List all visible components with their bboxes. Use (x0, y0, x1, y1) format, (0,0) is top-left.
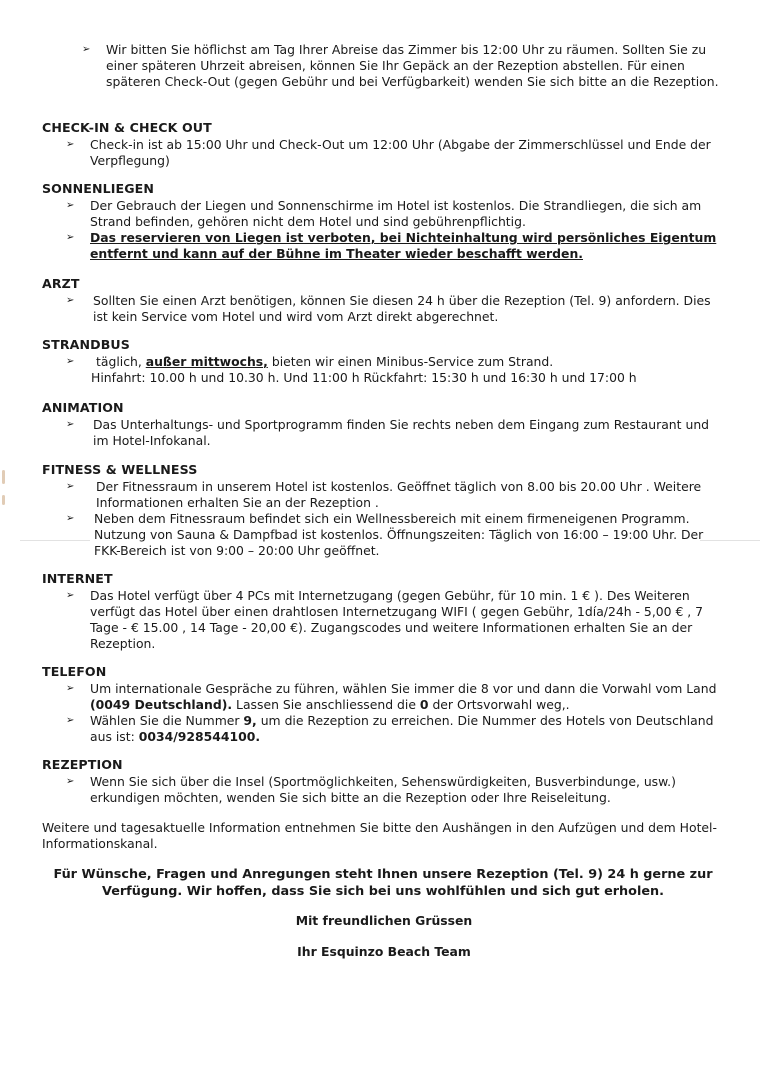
section-heading: STRANDBUS (42, 337, 130, 352)
arrow-bullet-icon: ➢ (66, 590, 75, 601)
section-rezeption (42, 757, 726, 806)
arrow-bullet-icon: ➢ (66, 776, 75, 787)
arrow-bullet-icon: ➢ (66, 356, 75, 367)
list-item (42, 774, 726, 806)
section-arzt (42, 276, 726, 325)
signature: Ihr Esquinzo Beach Team (297, 944, 471, 959)
list-item-text: Neben dem Fitnessraum befindet sich ein Wellnessbereich mit einem firmeneigenen Programm. Nutzung von Sauna & Dampfbad ist kostenlos. Öffnungszeiten: Täglich von 16:00 – 19:00 Uhr. Der FKK-Bereich ist von 9:00 – 20:00 Uhr geöffnet. (94, 511, 704, 558)
section-heading: ARZT (42, 276, 80, 291)
section-heading: REZEPTION (42, 757, 123, 772)
greeting: Mit freundlichen Grüssen (295, 913, 473, 928)
paper-stain (2, 470, 5, 484)
section-heading: INTERNET (42, 571, 113, 586)
arrow-bullet-icon: ➢ (66, 139, 75, 150)
list-item-text: Sollten Sie einen Arzt benötigen, können Sie diesen 24 h über die Rezeption (Tel. 9) anfordern. Dies ist kein Service vom Hotel und wird vom Arzt direkt abgerechnet. (93, 293, 711, 324)
arrow-bullet-icon: ➢ (66, 715, 75, 726)
info-paragraph: Weitere und tagesaktuelle Information entnehmen Sie bitte den Aushängen in den Aufzügen und dem Hotel-Informationskanal. (42, 820, 717, 851)
section-animation (42, 400, 726, 449)
list-item (42, 42, 726, 90)
schedule-text: Hinfahrt: 10.00 h und 10.30 h. Und 11:00 h Rückfahrt: 15:30 h und 16:30 h und 17:00 h (91, 370, 637, 385)
arrow-bullet-icon: ➢ (66, 419, 75, 430)
paper-stain (2, 495, 5, 505)
list-item-text: Wir bitten Sie höflichst am Tag Ihrer Abreise das Zimmer bis 12:00 Uhr zu räumen. Sollten Sie zu einer späteren Uhrzeit abreisen, können Sie Ihr Gepäck an der Rezeption abstellen. Für einen späteren Check-Out (gegen Gebühr und bei Verfügbarkeit) wenden Sie sich bitte an die Rezeption. (106, 42, 719, 89)
digit-text: 0 (419, 697, 429, 712)
section-sonnenliegen (42, 181, 726, 262)
section-checkin (42, 120, 726, 169)
list-item-text: Lassen Sie anschliessend die (232, 697, 420, 712)
country-code-text: (0049 Deutschland). (90, 697, 233, 712)
section-internet (42, 571, 726, 652)
list-item-text: Check-in ist ab 15:00 Uhr und Check-Out um 12:00 Uhr (Abgabe der Zimmerschlüssel und Ende der Verpflegung) (90, 137, 711, 168)
list-item-text: um die Rezeption zu erreichen. Die Nummer des Hotels von Deutschland aus ist: (90, 713, 714, 744)
list-item-text: der Ortsvorwahl weg,. (428, 697, 570, 712)
list-item (42, 137, 726, 169)
intro-section (42, 42, 726, 90)
list-item (42, 588, 726, 652)
list-item-text: bieten wir einen Minibus-Service zum Strand. (267, 354, 554, 369)
emphasis-text: außer mittwochs, (145, 354, 268, 369)
arrow-bullet-icon: ➢ (66, 232, 75, 243)
list-item (42, 713, 726, 745)
list-item (42, 417, 726, 449)
list-item (42, 511, 726, 559)
section-heading: ANIMATION (42, 400, 124, 415)
section-heading: FITNESS & WELLNESS (42, 462, 198, 477)
list-item-text: Wenn Sie sich über die Insel (Sportmöglichkeiten, Sehenswürdigkeiten, Busverbindunge, usw.) erkundigen möchten, wenden Sie sich bitte an die Rezeption oder Ihre Reiseleitung. (90, 774, 676, 805)
list-item (42, 479, 726, 511)
list-item-text: Das Unterhaltungs- und Sportprogramm finden Sie rechts neben dem Eingang zum Restaurant und im Hotel-Infokanal. (93, 417, 710, 448)
list-item-text: Der Fitnessraum in unserem Hotel ist kostenlos. Geöffnet täglich von 8.00 bis 20.00 Uhr . Weitere Informationen erhalten Sie an der Rezeption . (96, 479, 702, 510)
section-heading: TELEFON (42, 664, 107, 679)
hotel-phone-number: 0034/928544100. (138, 729, 261, 744)
arrow-bullet-icon: ➢ (66, 481, 75, 492)
list-item-text: Der Gebrauch der Liegen und Sonnenschirme im Hotel ist kostenlos. Die Strandliegen, die sich am Strand befinden, gehören nicht dem Hotel und sind gebührenpflichtig. (90, 198, 702, 229)
list-item (42, 230, 726, 262)
section-fitness (42, 462, 726, 559)
section-heading: CHECK-IN & CHECK OUT (42, 120, 212, 135)
arrow-bullet-icon: ➢ (66, 200, 75, 211)
arrow-bullet-icon: ➢ (66, 513, 75, 524)
list-item-text: Wählen Sie die Nummer (90, 713, 244, 728)
arrow-bullet-icon: ➢ (82, 44, 91, 55)
list-item-text: täglich, (96, 354, 146, 369)
list-item (42, 293, 726, 325)
arrow-bullet-icon: ➢ (66, 683, 75, 694)
arrow-bullet-icon: ➢ (66, 295, 75, 306)
section-strandbus (42, 337, 726, 386)
list-item-text: Um internationale Gespräche zu führen, wählen Sie immer die 8 vor und dann die Vorwahl vom Land (90, 681, 717, 696)
list-item (42, 198, 726, 230)
reception-number: 9, (243, 713, 257, 728)
warning-text: Das reservieren von Liegen ist verboten, bei Nichteinhaltung wird persönliches Eigentum entfernt und kann auf der Bühne im Theater wieder beschafft werden. (90, 230, 717, 261)
closing-paragraph: Für Wünsche, Fragen und Anregungen steht Ihnen unsere Rezeption (Tel. 9) 24 h gerne zur Verfügung. Wir hoffen, dass Sie sich bei uns wohlfühlen und sich gut erholen. (53, 867, 713, 899)
list-item (42, 681, 726, 713)
section-telefon (42, 664, 726, 745)
list-item-text: Das Hotel verfügt über 4 PCs mit Internetzugang (gegen Gebühr, für 10 min. 1 € ). Des Weiteren verfügt das Hotel über einen drahtlosen Internetzugang WIFI ( gegen Gebühr, 1día/24h - 5,00 € , 7 Tage - € 15.00 , 14 Tage - 20,00 €). Zugangscodes und weitere Informationen erhalten Sie an der Rezeption. (90, 588, 704, 651)
section-heading: SONNENLIEGEN (42, 181, 154, 196)
list-item (42, 354, 726, 386)
